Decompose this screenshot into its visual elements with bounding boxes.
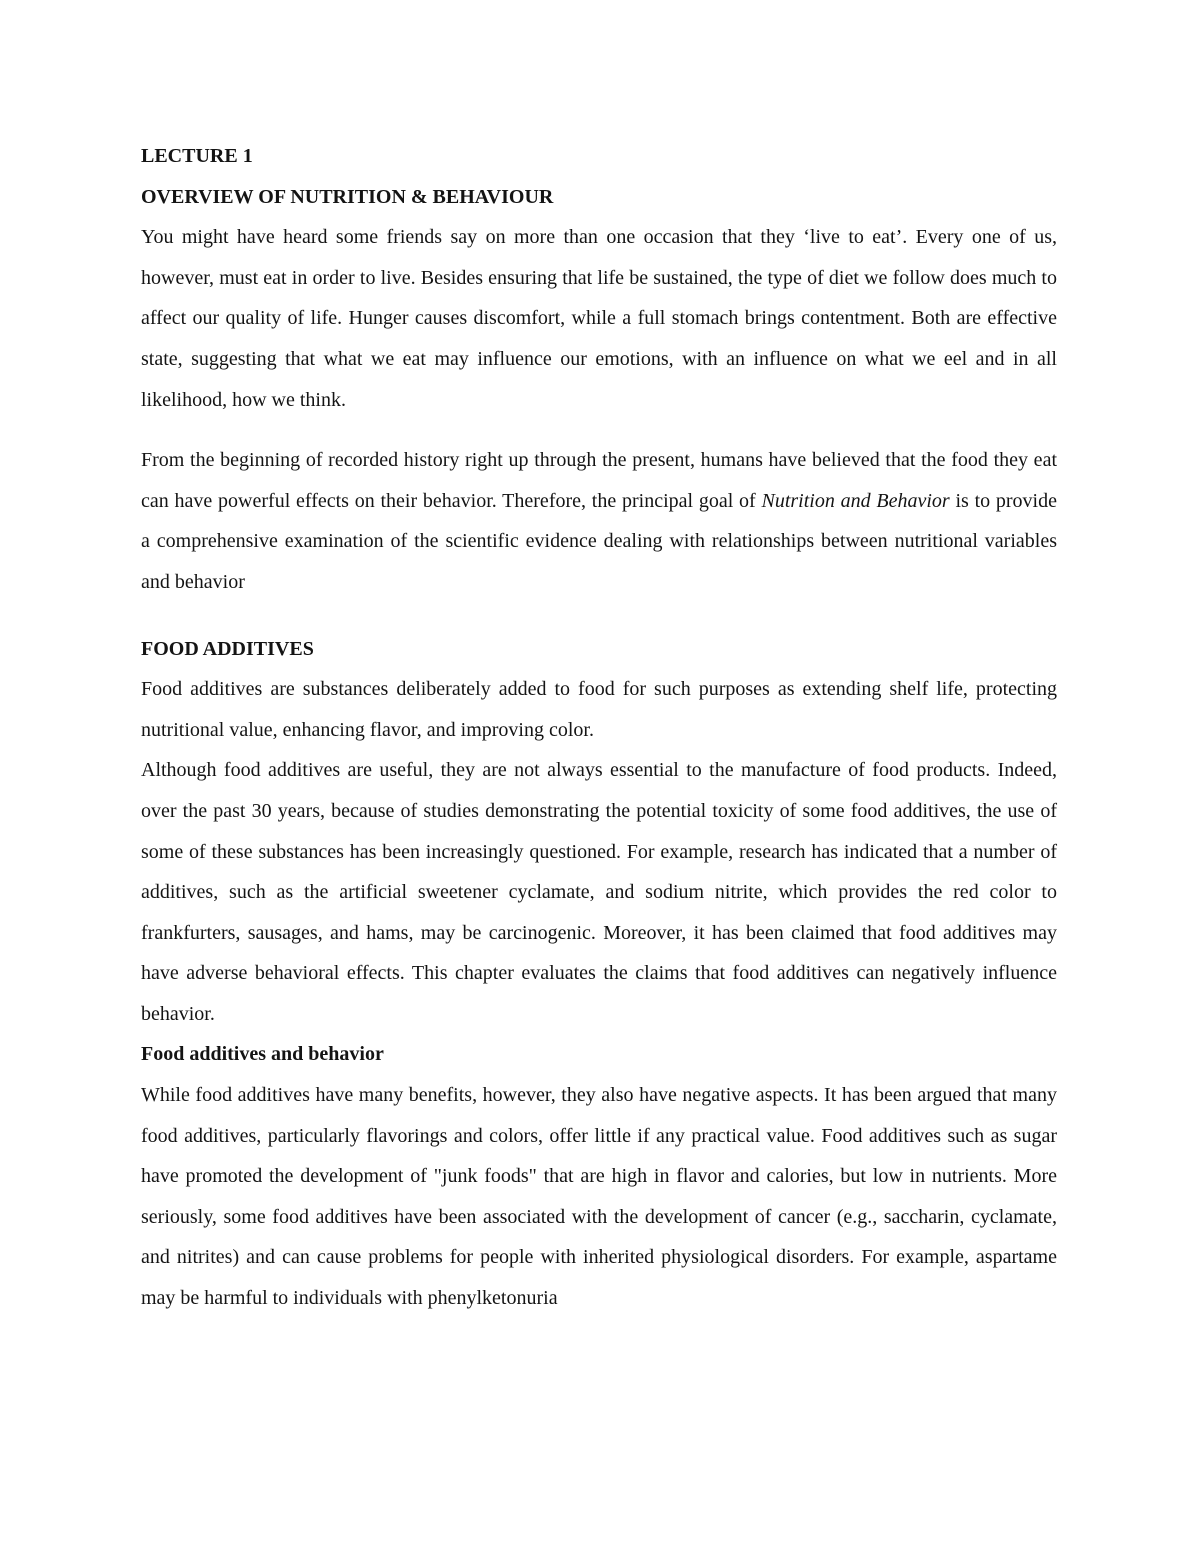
document-page — [141, 136, 1057, 1319]
toxicity-paragraph: Although food additives are useful, they are not always essential to the manufacture of food products. Indeed, over the past 30 years, because of studies demonstrating the potential toxicity of some food additives, the use of some of these substances has been increasingly questioned. For example, research has indicated that a number of additives, such as the artificial sweetener cyclamate, and sodium nitrite, which provides the red color to frankfurters, sausages, and hams, may be carcinogenic. Moreover, it has been claimed that food additives may have adverse behavioral effects. This chapter evaluates the claims that food additives can negatively influence behavior. — [141, 759, 1057, 1025]
definition-paragraph: Food additives are substances deliberately added to food for such purposes as extending shelf life, protecting nutritional value, enhancing flavor, and improving color. — [141, 678, 1057, 741]
history-paragraph — [141, 440, 1057, 602]
behavior-heading: Food additives and behavior — [141, 1043, 384, 1066]
book-title-italic: Nutrition and Behavior — [761, 489, 950, 512]
lecture-label: LECTURE 1 — [141, 145, 253, 167]
section-spacer — [141, 603, 1057, 629]
behavior-paragraph: While food additives have many benefits, however, they also have negative aspects. It has been argued that many food additives, particularly flavorings and colors, offer little if any practical value. Food additives such as sugar have promoted the development of "junk foods" that are high in flavor and calories, but low in nutrients. More seriously, some food additives have been associated with the development of cancer (e.g., saccharin, cyclamate, and nitrites) and can cause problems for people with inherited physiological disorders. For example, aspartame may be harmful to individuals with phenylketonuria — [141, 1084, 1057, 1310]
history-text-after: is to provide a comprehensive examination of the scientific evidence dealing with relationships between nutritional variables and behavior — [141, 489, 1057, 593]
paragraph-spacer — [141, 420, 1057, 440]
intro-paragraph: You might have heard some friends say on more than one occasion that they ‘live to eat’. Every one of us, however, must eat in order to live. Besides ensuring that life be sustained, the type of diet we follow does much to affect our quality of life. Hunger causes discomfort, while a full stomach brings contentment. Both are effective state, suggesting that what we eat may influence our emotions, with an influence on what we eel and in all likelihood, how we think. — [141, 226, 1057, 411]
food-additives-heading: FOOD ADDITIVES — [141, 637, 314, 660]
overview-title: OVERVIEW OF NUTRITION & BEHAVIOUR — [141, 185, 554, 208]
history-text-before: From the beginning of recorded history right up through the present, humans have believed that the food they eat can have powerful effects on their behavior. Therefore, the principal goal of — [141, 449, 1057, 512]
